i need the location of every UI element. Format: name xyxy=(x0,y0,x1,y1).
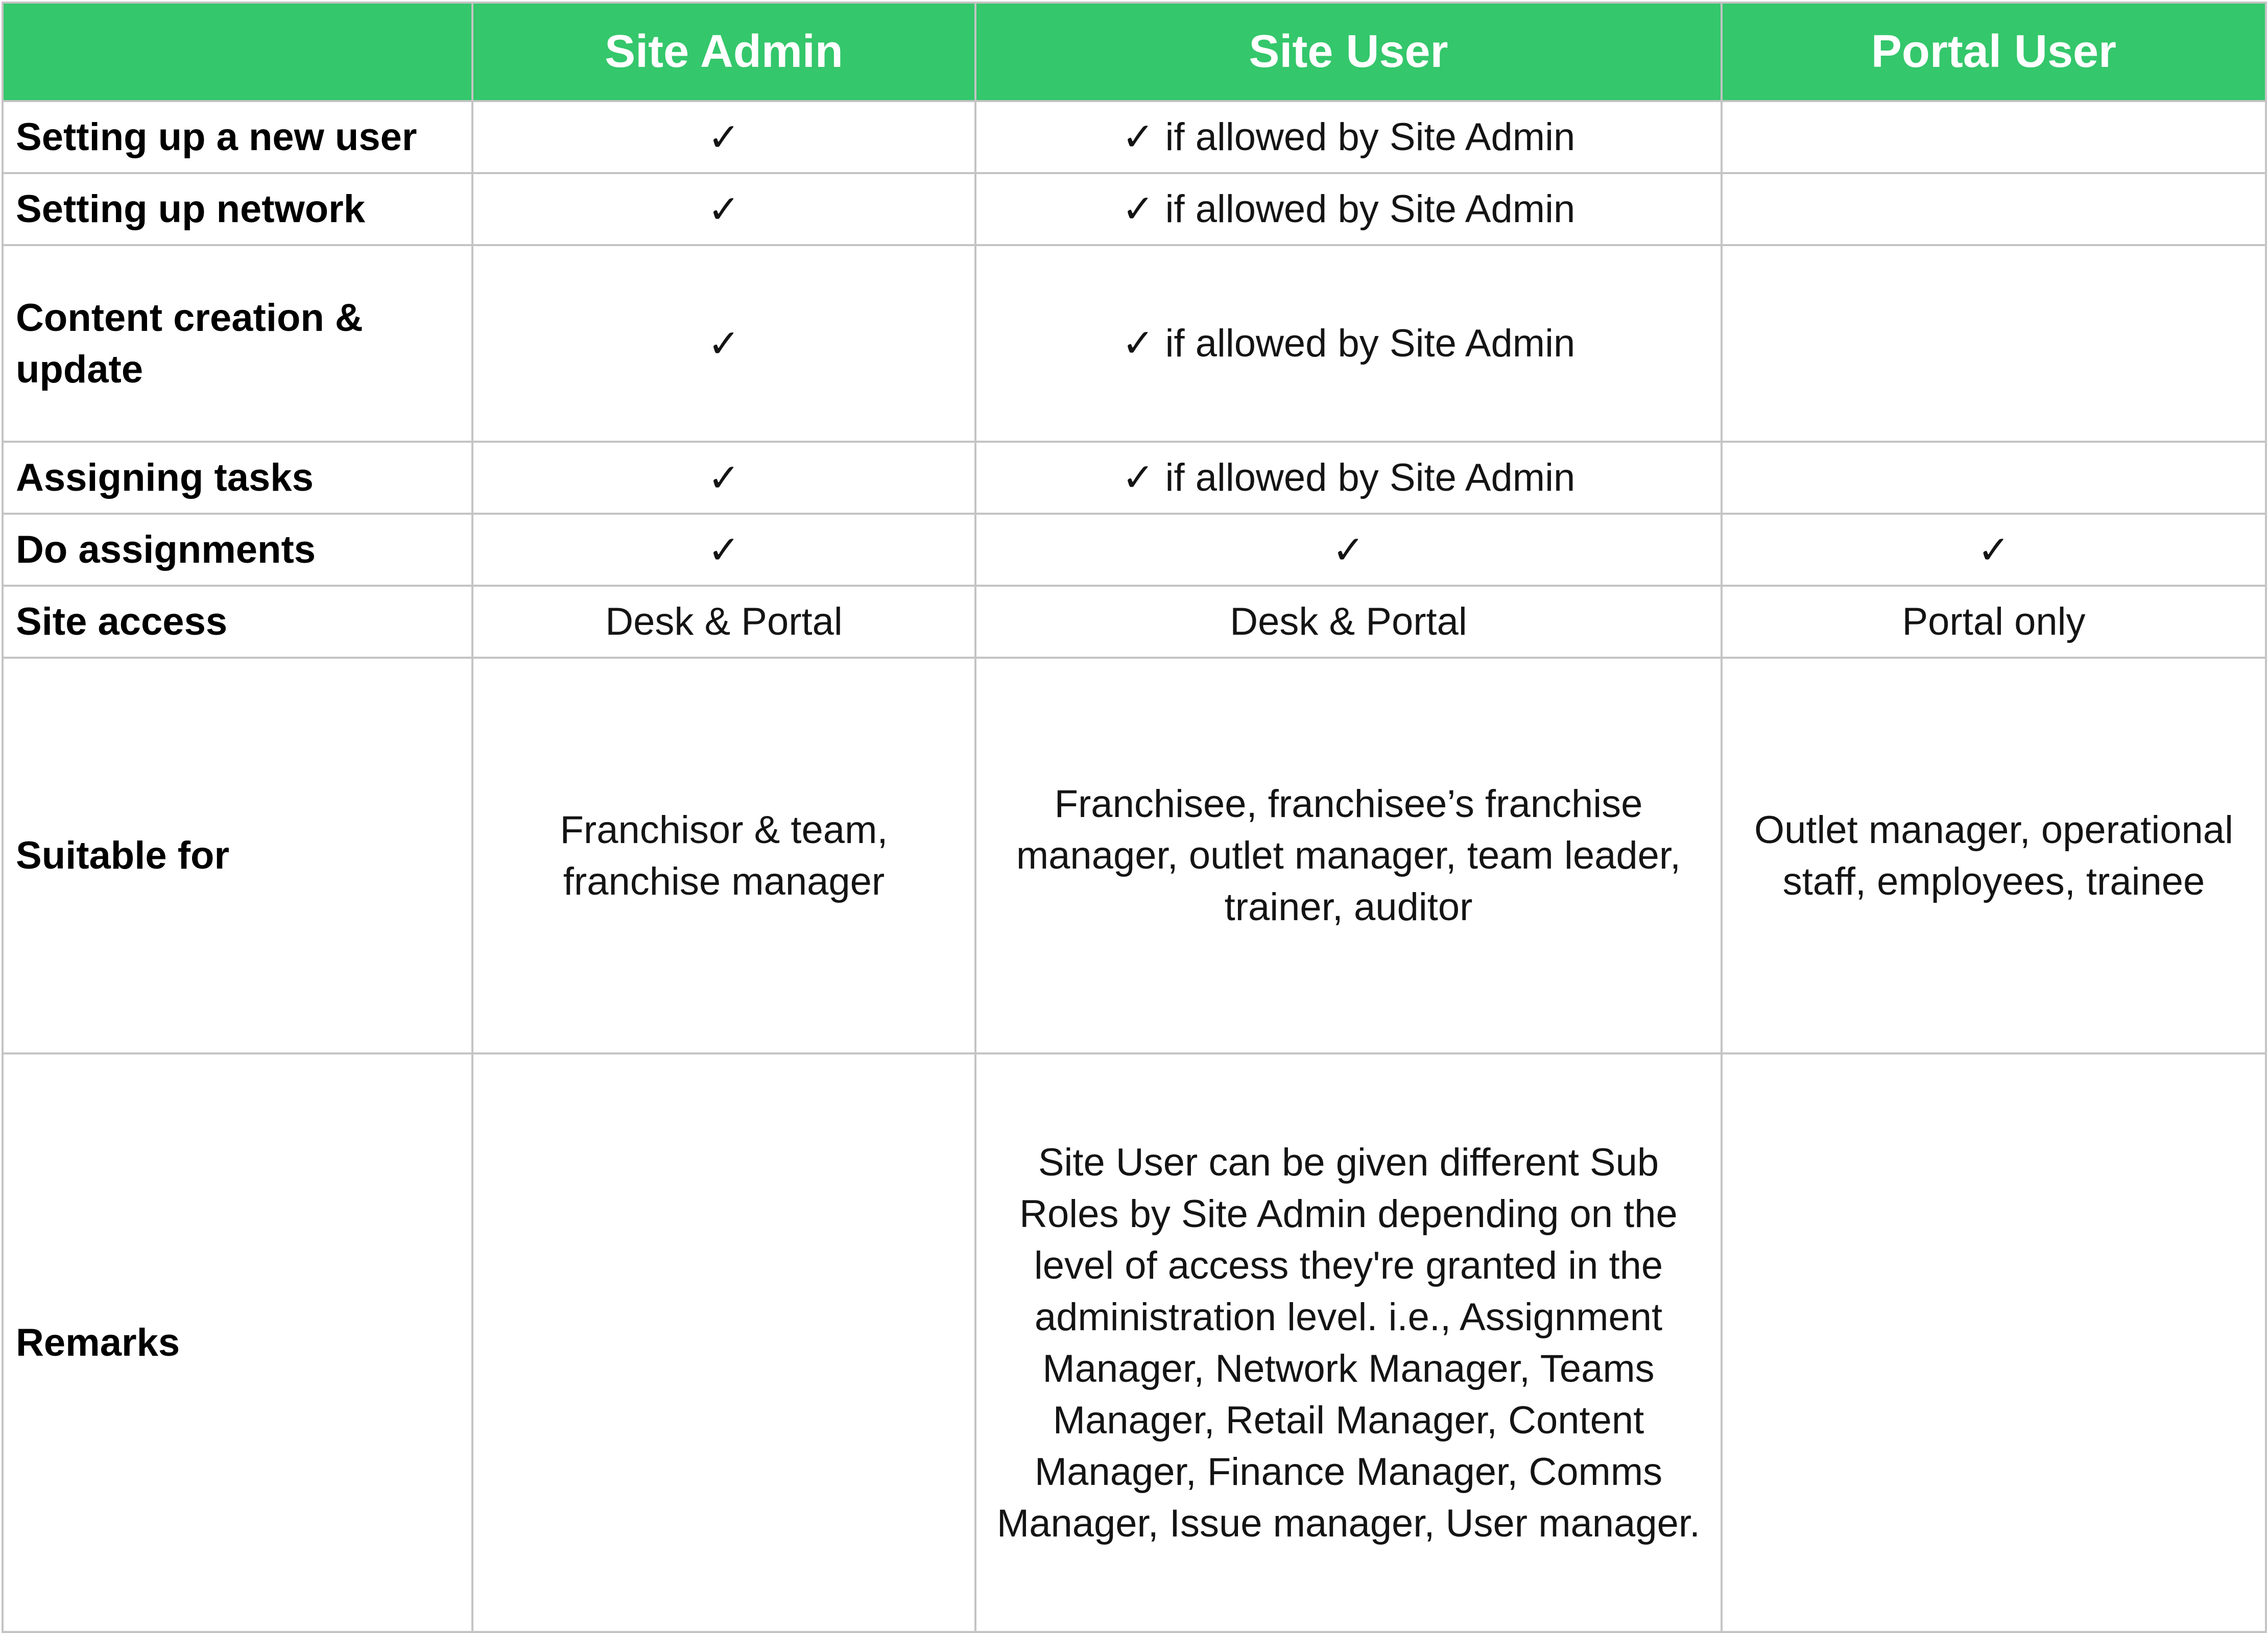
cell-site-user xyxy=(975,442,1722,514)
cell-portal-user-text: Outlet manager, operational staff, employees, trainee xyxy=(1754,808,2233,903)
table-row xyxy=(3,173,2266,245)
cell-portal-user xyxy=(1722,658,2266,1053)
table-row xyxy=(3,245,2266,442)
row-label: Site access xyxy=(3,586,472,658)
table-row xyxy=(3,442,2266,514)
row-label: Setting up a new user xyxy=(3,101,472,173)
cell-site-admin: ✓ xyxy=(472,101,975,173)
cell-site-user xyxy=(975,173,1722,245)
row-label: Setting up network xyxy=(3,173,472,245)
cell-site-user-text: ✓ if allowed by Site Admin xyxy=(1121,115,1575,159)
cell-site-user-text: ✓ if allowed by Site Admin xyxy=(1121,456,1575,499)
column-header-site-admin: Site Admin xyxy=(472,3,975,101)
corner-header-cell xyxy=(3,3,472,101)
column-header-site-user: Site User xyxy=(975,3,1722,101)
cell-site-user: ✓ xyxy=(975,514,1722,586)
row-label: Remarks xyxy=(3,1053,472,1632)
cell-site-admin: Desk & Portal xyxy=(472,586,975,658)
cell-site-user-text: Franchisee, franchisee’s franchise manager, outlet manager, team leader, trainer, auditor xyxy=(1016,782,1681,929)
remarks-text: Site User can be given different Sub Roles by Site Admin depending on the level of access they're granted in the administration level. i.e., Assignment Manager, Network Manager, Teams Manager, Retail Manager, Content Manager, Finance Manager, Comms Manager, Issue manager, User manager. xyxy=(996,1140,1701,1545)
cell-site-user xyxy=(975,1053,1722,1632)
header-row xyxy=(3,3,2266,101)
column-header-portal-user: Portal User xyxy=(1722,3,2266,101)
table-row xyxy=(3,101,2266,173)
cell-portal-user xyxy=(1722,101,2266,173)
cell-site-user xyxy=(975,101,1722,173)
cell-site-admin xyxy=(472,658,975,1053)
row-label: Suitable for xyxy=(3,658,472,1053)
cell-portal-user: ✓ xyxy=(1722,514,2266,586)
row-label: Content creation & update xyxy=(3,245,472,442)
cell-portal-user xyxy=(1722,245,2266,442)
row-label: Assigning tasks xyxy=(3,442,472,514)
cell-site-user xyxy=(975,245,1722,442)
cell-site-admin-text: Franchisor & team, franchise manager xyxy=(560,808,888,903)
table-row xyxy=(3,586,2266,658)
cell-site-user-text: ✓ if allowed by Site Admin xyxy=(1121,322,1575,365)
row-label: Do assignments xyxy=(3,514,472,586)
cell-site-admin: ✓ xyxy=(472,442,975,514)
roles-comparison-table xyxy=(2,2,2267,1633)
cell-portal-user xyxy=(1722,173,2266,245)
cell-site-admin xyxy=(472,1053,975,1632)
cell-portal-user xyxy=(1722,1053,2266,1632)
table-row xyxy=(3,1053,2266,1632)
table-row xyxy=(3,658,2266,1053)
cell-site-admin: ✓ xyxy=(472,514,975,586)
table-row xyxy=(3,514,2266,586)
cell-portal-user xyxy=(1722,442,2266,514)
cell-site-user: Desk & Portal xyxy=(975,586,1722,658)
cell-site-user-text: ✓ if allowed by Site Admin xyxy=(1121,187,1575,231)
cell-site-admin: ✓ xyxy=(472,173,975,245)
cell-portal-user: Portal only xyxy=(1722,586,2266,658)
cell-site-user xyxy=(975,658,1722,1053)
cell-site-admin: ✓ xyxy=(472,245,975,442)
